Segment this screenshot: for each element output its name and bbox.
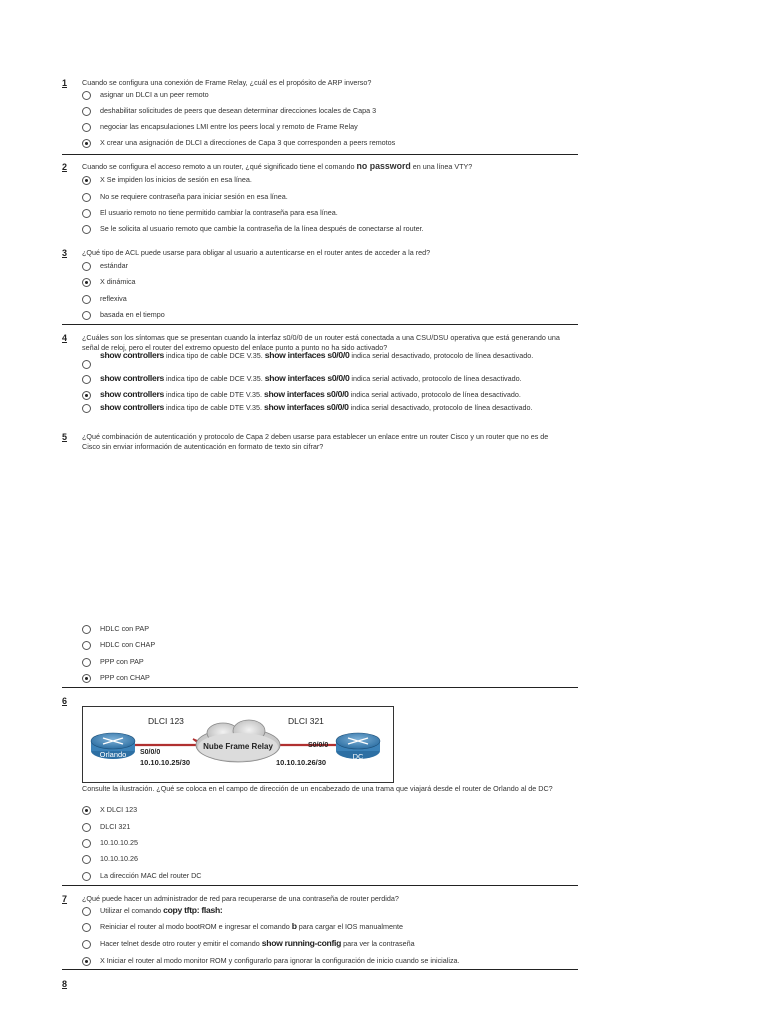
answer-option[interactable]: El usuario remoto no tiene permitido cambiar la contraseña para esa línea. — [82, 208, 572, 220]
question-number: 1 — [62, 78, 68, 88]
question-text: ¿Qué puede hacer un administrador de red para recuperarse de una contraseña de router perdida? — [82, 894, 399, 903]
radio-button[interactable] — [82, 404, 91, 413]
network-diagram — [82, 706, 394, 783]
answer-option[interactable]: HDLC con CHAP — [82, 640, 572, 652]
radio-button-selected[interactable] — [82, 674, 91, 683]
ip-left-label: 10.10.10.25/30 — [140, 758, 191, 767]
radio-button[interactable] — [82, 193, 91, 202]
radio-button-selected[interactable] — [82, 176, 91, 185]
radio-button[interactable] — [82, 262, 91, 271]
radio-button[interactable] — [82, 107, 91, 116]
radio-button-selected[interactable] — [82, 278, 91, 287]
question-number: 4 — [62, 333, 68, 343]
divider — [62, 885, 578, 886]
answer-option[interactable]: 10.10.10.26 — [82, 854, 572, 866]
question-number: 6 — [62, 696, 68, 706]
interface-right-label: S0/0/0 — [308, 742, 329, 749]
radio-button-selected[interactable] — [82, 391, 91, 400]
answer-option[interactable]: 10.10.10.25 — [82, 838, 572, 850]
dlci-left-label: DLCI 123 — [148, 716, 184, 726]
radio-button[interactable] — [82, 295, 91, 304]
radio-button[interactable] — [82, 360, 91, 369]
radio-button[interactable] — [82, 311, 91, 320]
question-text: Cuando se configura una conexión de Frame Relay, ¿cuál es el propósito de ARP inverso? — [82, 78, 372, 87]
answer-option[interactable]: No se requiere contraseña para iniciar sesión en esa línea. — [82, 192, 572, 204]
question-number: 3 — [62, 248, 68, 258]
answer-option[interactable]: X Se impiden los inicios de sesión en esa línea. — [82, 175, 572, 187]
radio-button[interactable] — [82, 907, 91, 916]
answer-option[interactable]: PPP con PAP — [82, 657, 572, 669]
radio-button[interactable] — [82, 839, 91, 848]
answer-option[interactable]: X Iniciar el router al modo monitor ROM y configurarlo para ignorar la configuración de inicio cuando se inicializa. — [82, 956, 572, 968]
answer-option[interactable]: Se le solicita al usuario remoto que cambie la contraseña de la línea después de conectarse al router. — [82, 224, 572, 236]
radio-button[interactable] — [82, 855, 91, 864]
radio-button-selected[interactable] — [82, 957, 91, 966]
cloud-label: Nube Frame Relay — [203, 742, 273, 751]
answer-option[interactable]: show controllers indica tipo de cable DCE V.35. show interfaces s0/0/0 indica serial activado, protocolo de línea desactivado. — [82, 374, 572, 386]
answer-option[interactable]: show controllers indica tipo de cable DTE V.35. show interfaces s0/0/0 indica serial activado, protocolo de línea desactivado. — [82, 390, 572, 402]
divider — [62, 154, 578, 155]
answer-option[interactable]: reflexiva — [82, 294, 572, 306]
answer-option[interactable]: show controllers indica tipo de cable DTE V.35. show interfaces s0/0/0 indica serial desactivado, protocolo de línea desactivado. — [82, 403, 572, 423]
frame-relay-topology — [83, 707, 393, 782]
answer-option[interactable]: X dinámica — [82, 277, 572, 289]
radio-button[interactable] — [82, 641, 91, 650]
question-number: 7 — [62, 894, 68, 904]
radio-button[interactable] — [82, 209, 91, 218]
radio-button[interactable] — [82, 872, 91, 881]
frame-relay-cloud — [196, 720, 280, 762]
radio-button[interactable] — [82, 225, 91, 234]
answer-option[interactable]: Reiniciar el router al modo bootROM e ingresar el comando b para cargar el IOS manualmente — [82, 922, 572, 934]
answer-option[interactable]: X crear una asignación de DLCI a direcciones de Capa 3 que corresponden a peers remotos — [82, 138, 572, 150]
question-text: Cuando se configura el acceso remoto a un router, ¿qué significado tiene el comando no password en una línea VTY? — [82, 161, 473, 171]
answer-option[interactable]: PPP con CHAP — [82, 673, 572, 685]
answer-option[interactable]: Hacer telnet desde otro router y emitir el comando show running-config para ver la contraseña — [82, 939, 572, 951]
router-left-label: Orlando — [99, 750, 127, 759]
answer-option[interactable]: estándar — [82, 261, 572, 273]
radio-button[interactable] — [82, 625, 91, 634]
dlci-right-label: DLCI 321 — [288, 716, 324, 726]
answer-option[interactable]: asignar un DLCI a un peer remoto — [82, 90, 572, 102]
divider — [62, 687, 578, 688]
answer-option[interactable]: negociar las encapsulaciones LMI entre los peers local y remoto de Frame Relay — [82, 122, 572, 134]
radio-button-selected[interactable] — [82, 806, 91, 815]
question-text: Consulte la ilustración. ¿Qué se coloca en el campo de dirección de un encabezado de una trama que viajará desde el router de Orlando al de DC? — [82, 784, 553, 793]
question-number: 2 — [62, 162, 68, 172]
radio-button[interactable] — [82, 940, 91, 949]
answer-option[interactable]: HDLC con PAP — [82, 624, 572, 636]
radio-button[interactable] — [82, 91, 91, 100]
ip-right-label: 10.10.10.26/30 — [276, 758, 327, 767]
answer-option[interactable]: deshabilitar solicitudes de peers que desean determinar direcciones locales de Capa 3 — [82, 106, 572, 118]
answer-option[interactable]: show controllers indica tipo de cable DCE V.35. show interfaces s0/0/0 indica serial desactivado, protocolo de línea desactivado. — [82, 351, 572, 371]
radio-button[interactable] — [82, 375, 91, 384]
interface-left-label: S0/0/0 — [140, 749, 161, 756]
answer-option[interactable]: Utilizar el comando copy tftp: flash: — [82, 906, 572, 918]
question-number: 5 — [62, 432, 68, 442]
question-text: ¿Qué combinación de autenticación y protocolo de Capa 2 deben usarse para establecer un enlace entre un router Cisco y un router que no es de Cisco sin enviar información de autenticación en formato de texto sin cifrar? — [82, 432, 549, 451]
question-number: 8 — [62, 979, 68, 989]
radio-button[interactable] — [82, 658, 91, 667]
radio-button-selected[interactable] — [82, 139, 91, 148]
answer-option[interactable]: DLCI 321 — [82, 822, 572, 834]
divider — [62, 969, 578, 970]
question-text: ¿Cuáles son los síntomas que se presentan cuando la interfaz s0/0/0 de un router está conectada a una CSU/DSU operativa que está generando una señal de reloj, pero el router del extremo opuesto del enlace punto a punto no ha sido activado? — [82, 333, 560, 352]
answer-option[interactable]: basada en el tiempo — [82, 310, 572, 322]
radio-button[interactable] — [82, 823, 91, 832]
radio-button[interactable] — [82, 923, 91, 932]
divider — [62, 324, 578, 325]
answer-option[interactable]: X DLCI 123 — [82, 805, 572, 817]
radio-button[interactable] — [82, 123, 91, 132]
answer-option[interactable]: La dirección MAC del router DC — [82, 871, 572, 883]
question-text: ¿Qué tipo de ACL puede usarse para obligar al usuario a autenticarse en el router antes de acceder a la red? — [82, 248, 431, 257]
router-right-label: DC — [352, 752, 364, 761]
